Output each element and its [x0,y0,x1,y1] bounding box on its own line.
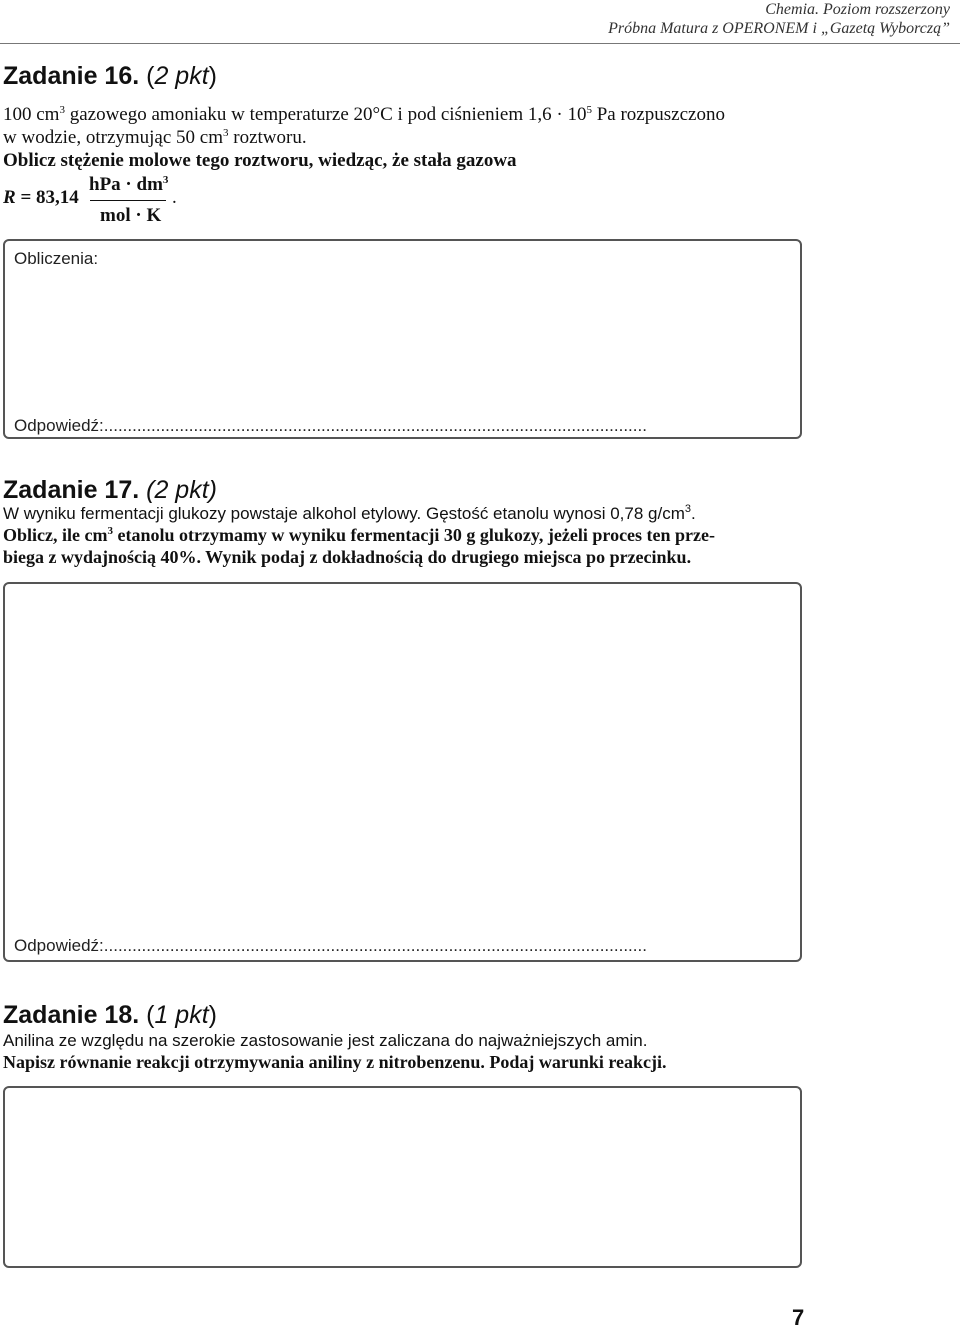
task18-answer-box[interactable] [3,1086,802,1268]
task17-answer-box[interactable] [3,582,802,962]
task16-title: Zadanie 16. (2 pkt) [3,62,217,90]
formula-numerator: hPa · $dm^3$ [89,174,169,195]
task16-instruction: Oblicz stężenie molowe tego roztworu, wiedząc, że stała gazowa [3,150,517,171]
task17-instruction-line2: biega z wydajnością 40%. Wynik podaj z dokładnością do drugiego miejsca po przecinku. [3,547,692,567]
task17-title: Zadanie 17. (2 pkt) [3,476,217,504]
gas-constant-formula: R = 83,14 [3,187,79,208]
header-subject: Chemia. Poziom rozszerzony [765,1,950,18]
task18-instruction: Napisz równanie reakcji otrzymywania aniliny z nitrobenzenu. Podaj warunki reakcji. [3,1052,667,1072]
formula-denominator: mol · K [100,205,162,226]
formula-fraction-line [90,200,166,201]
task16-line2: w wodzie, otrzymując 50 $cm^3$ roztworu. [3,127,307,148]
task17-line1: W wyniku fermentacji glukozy powstaje alkohol etylowy. Gęstość etanolu wynosi 0,78 $g/cm^3$. [3,503,696,523]
task16-line1: 100 $cm^3$ gazowego amoniaku w temperaturze 20°C i pod ciśnieniem $1,6 \cdot 10^5$ Pa rozpuszczono [3,104,725,125]
task16-answer-box[interactable] [3,239,802,439]
task18-title: Zadanie 18. (1 pkt) [3,1001,217,1029]
task17-answer-label: Odpowiedź:................................................................................................................... [14,936,647,955]
task16-answer-label: Odpowiedź:................................................................................................................... [14,416,647,435]
task18-line1: Anilina ze względu na szerokie zastosowanie jest zaliczana do najważniejszych amin. [3,1031,648,1050]
task17-instruction-line1: Oblicz, ile $cm^3$ etanolu otrzymamy w wyniku fermentacji 30 g glukozy, jeżeli proces ten prze- [3,525,716,545]
header-divider [0,43,960,44]
formula-period: . [172,187,177,208]
task16-calc-label: Obliczenia: [14,249,99,268]
header-exam-title: Próbna Matura z OPERONEM i „Gazetą Wyborczą” [608,20,950,37]
page-header [608,0,950,38]
page-number: 7 [792,1305,805,1330]
